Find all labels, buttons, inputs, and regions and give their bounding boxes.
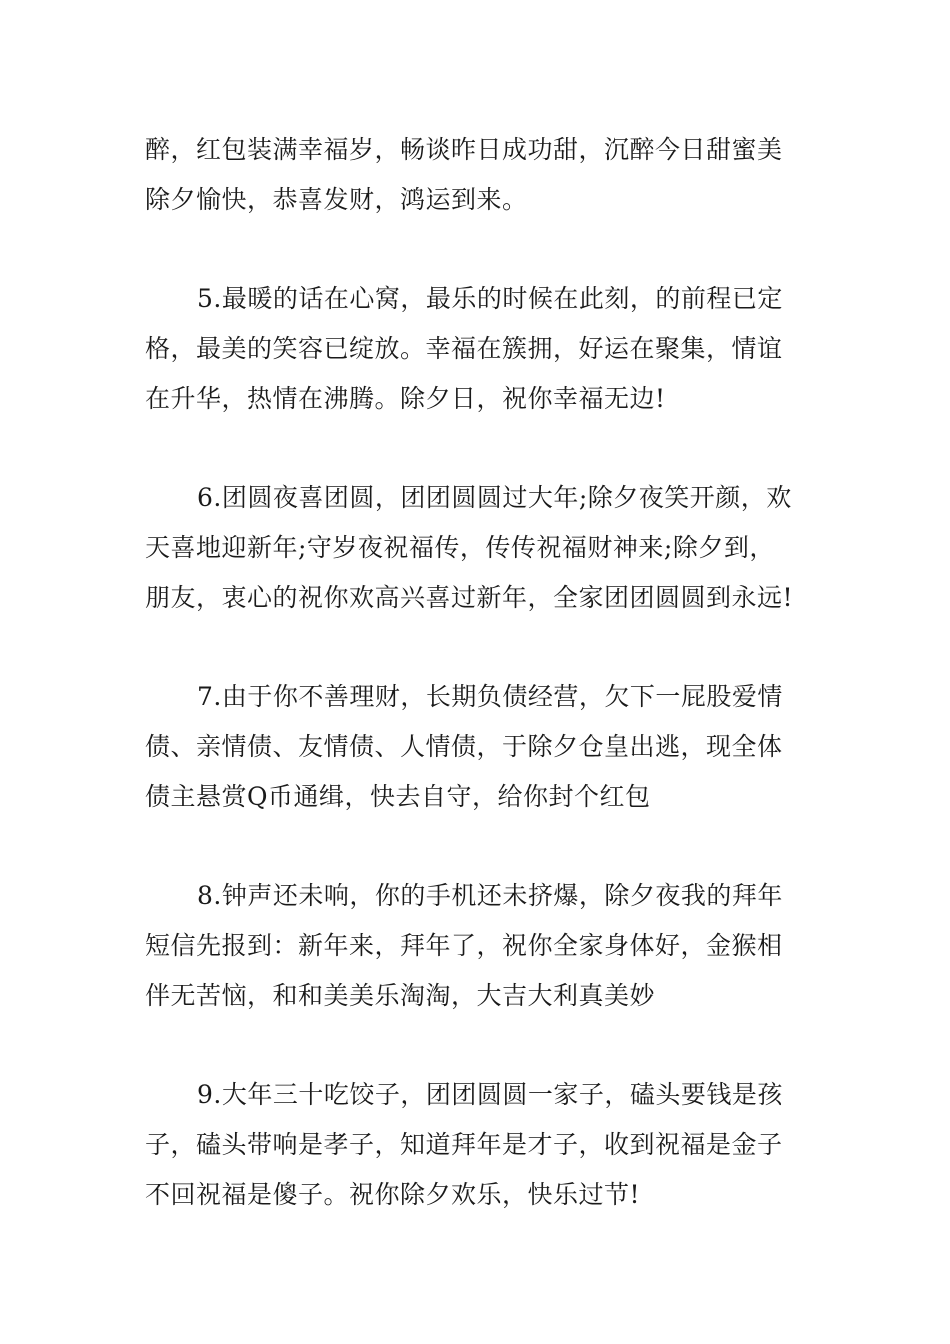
text-line: 8.钟声还未响，你的手机还未挤爆，除夕夜我的拜年 — [197, 881, 783, 910]
text-line: 7.由于你不善理财，长期负债经营，欠下一屁股爱情 — [197, 682, 783, 711]
text-line: 格，最美的笑容已绽放。幸福在簇拥，好运在聚集，情谊 — [145, 334, 783, 363]
paragraph-item-8 — [145, 871, 815, 1021]
paragraph-item-7 — [145, 672, 815, 822]
text-line: 在升华，热情在沸腾。除夕日，祝你幸福无边! — [145, 384, 666, 413]
paragraph-continuation — [145, 125, 815, 225]
paragraph-item-9 — [145, 1070, 815, 1220]
text-line: 短信先报到：新年来，拜年了，祝你全家身体好，金猴相 — [145, 931, 783, 960]
text-line: 5.最暖的话在心窝，最乐的时候在此刻，的前程已定 — [197, 284, 783, 313]
paragraph-item-5 — [145, 274, 815, 424]
text-line: 9.大年三十吃饺子，团团圆圆一家子，磕头要钱是孩 — [197, 1080, 783, 1109]
text-line: 子，磕头带响是孝子，知道拜年是才子，收到祝福是金子 — [145, 1130, 783, 1159]
text-line: 6.团圆夜喜团圆，团团圆圆过大年;除夕夜笑开颜，欢 — [197, 483, 792, 512]
paragraph-item-6 — [145, 473, 815, 623]
text-line: 伴无苦恼，和和美美乐淘淘，大吉大利真美妙 — [145, 981, 656, 1010]
text-line: 债主悬赏Q币通缉，快去自守，给你封个红包 — [145, 782, 651, 811]
text-line: 不回祝福是傻子。祝你除夕欢乐，快乐过节! — [145, 1180, 641, 1209]
text-line: 除夕愉快，恭喜发财，鸿运到来。 — [145, 185, 528, 214]
text-line: 朋友，衷心的祝你欢高兴喜过新年，全家团团圆圆到永远! — [145, 583, 794, 612]
text-line: 醉，红包装满幸福岁，畅谈昨日成功甜，沉醉今日甜蜜美 — [145, 135, 783, 164]
text-line: 债、亲情债、友情债、人情债，于除夕仓皇出逃，现全体 — [145, 732, 783, 761]
text-line: 天喜地迎新年;守岁夜祝福传，传传祝福财神来;除夕到， — [145, 533, 775, 562]
